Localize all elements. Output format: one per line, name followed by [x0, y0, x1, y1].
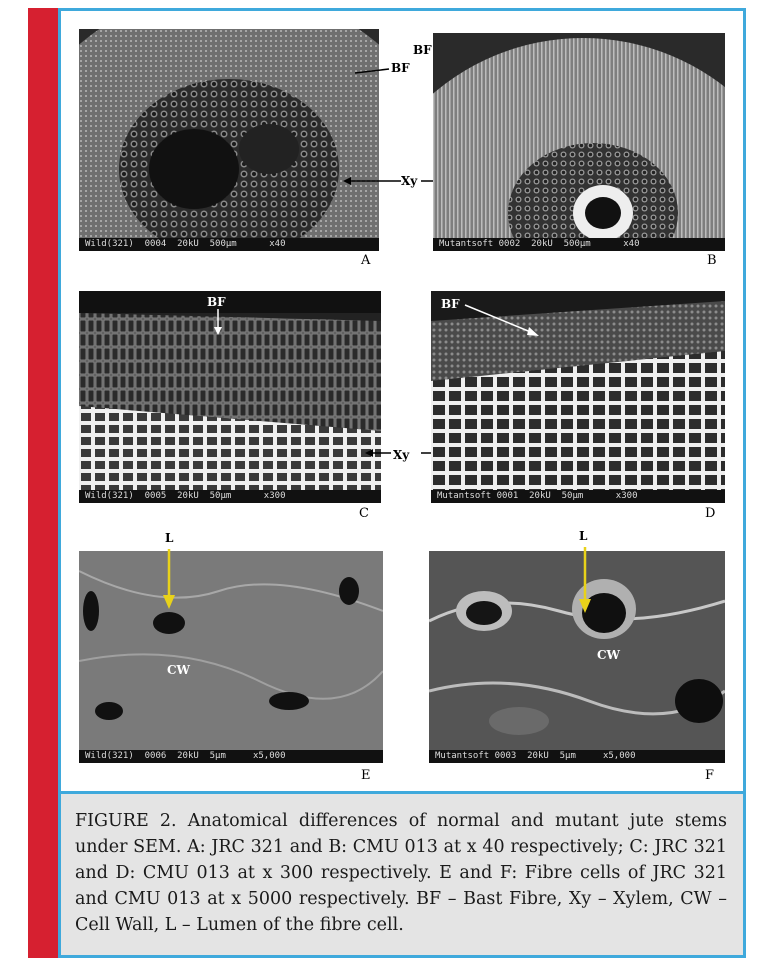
panel-b-micrograph — [433, 33, 725, 251]
accent-bar — [28, 8, 58, 958]
figure-frame — [58, 8, 746, 958]
panel-e-cw-label: CW — [167, 663, 191, 677]
panel-d-scale-bar: Mutantsoft 0001 20kU 50µm x300 — [431, 490, 725, 503]
panel-a-scale-bar: Wild(321) 0004 20kU 500µm x40 — [79, 238, 379, 251]
panel-d-bf-arrow — [463, 301, 543, 341]
panel-a-bf-arrow — [351, 61, 391, 81]
panel-f-label: F — [705, 768, 715, 783]
panel-e-scale-bar: Wild(321) 0006 20kU 5µm x5,000 — [79, 750, 383, 763]
panel-e-label: E — [361, 768, 371, 783]
panel-c-scale-bar: Wild(321) 0005 20kU 50µm x300 — [79, 490, 381, 503]
panel-c-bf-arrow — [211, 307, 225, 337]
panel-f-cw-label: CW — [597, 648, 621, 662]
panel-a-micrograph — [79, 29, 379, 251]
panel-c-bf-label: BF — [207, 295, 226, 309]
panel-d-label: D — [705, 506, 716, 521]
panel-a-label: A — [361, 253, 371, 268]
xy-label-middle: Xy — [393, 448, 410, 462]
panel-b-scale-bar: Mutantsoft 0002 20kU 500µm x40 — [433, 238, 725, 251]
panel-f-lumen-label: L — [579, 529, 588, 543]
panel-e-lumen-label: L — [165, 531, 174, 545]
panel-a-bf-label: BF — [391, 61, 410, 75]
panel-c-label: C — [359, 506, 369, 521]
panel-e-micrograph — [79, 551, 383, 763]
panel-c-micrograph — [79, 291, 381, 503]
panel-b-label: B — [707, 253, 717, 268]
panel-f-scale-bar: Mutantsoft 0003 20kU 5µm x5,000 — [429, 750, 725, 763]
panel-b-bf-label: BF — [413, 43, 432, 57]
panel-f-lumen-arrow — [577, 545, 593, 617]
figure-caption: FIGURE 2. Anatomical differences of normal and mutant jute stems under SEM. A: JRC 321 and B: CMU 013 at x 40 respectively; C: JRC 321 and D: CMU 013 at x 300 respectively. E and F: Fibre cells of JRC 321 and CMU 013 at x 5000 respectively. BF – Bast Fibre, Xy – Xylem, CW – Cell Wall, L – Lumen of the fibre cell. — [75, 811, 727, 935]
panel-e-lumen-arrow — [161, 547, 177, 613]
xy-label-top: Xy — [401, 174, 418, 188]
figure-caption-box — [61, 791, 743, 955]
figure-panels — [61, 11, 743, 791]
panel-d-bf-label: BF — [441, 297, 460, 311]
